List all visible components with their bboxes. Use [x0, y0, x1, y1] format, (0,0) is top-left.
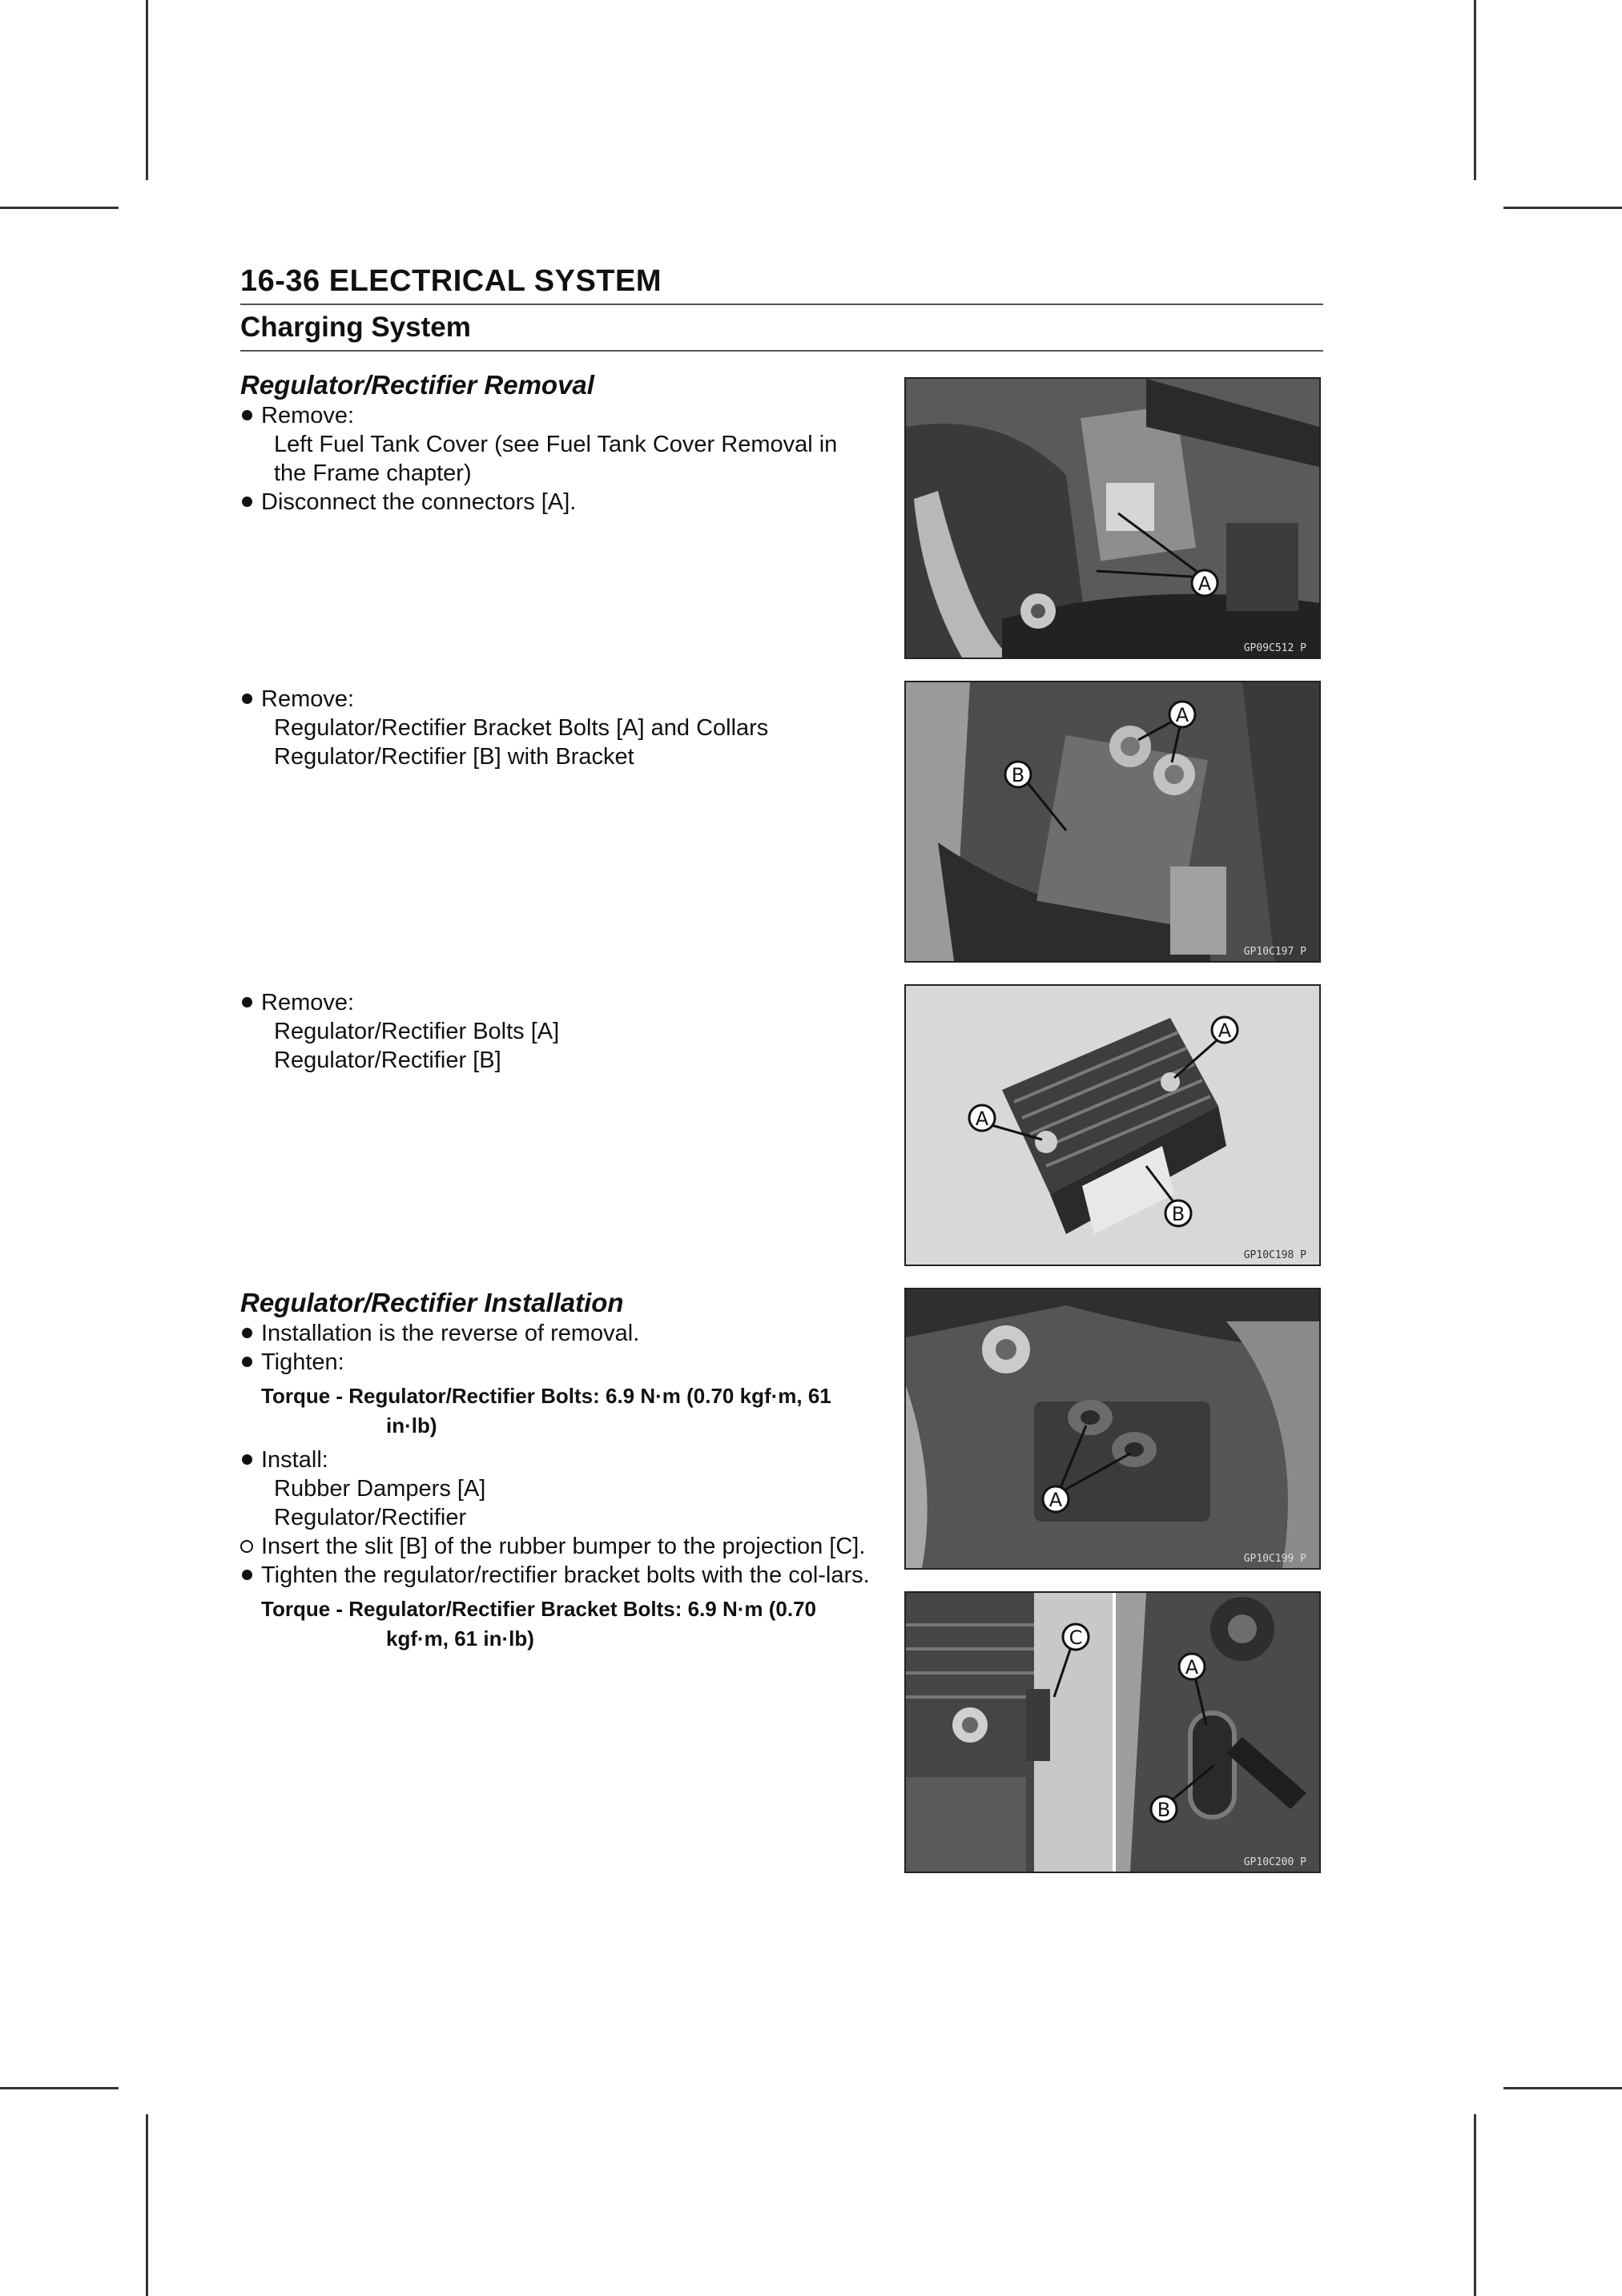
photo-code: GP10C199 P	[1243, 1553, 1306, 1565]
step-remove: Remove:	[240, 988, 877, 1017]
step-item: Regulator/Rectifier [B] with Bracket	[274, 744, 634, 770]
callout-label: B	[1011, 764, 1025, 786]
step-tighten: Tighten:	[240, 1348, 877, 1377]
torque-label: Torque -	[261, 1384, 349, 1408]
removal-block-3	[240, 988, 877, 1075]
step-item: the Frame chapter)	[274, 460, 472, 486]
callout-label: B	[1171, 1203, 1185, 1225]
callout-label: A	[1175, 704, 1189, 726]
torque-value: Regulator/Rectifier Bolts: 6.9 N·m (0.70 kgf·m, 61	[348, 1384, 831, 1408]
step-remove: Remove:	[240, 685, 877, 714]
torque-spec-2	[261, 1594, 877, 1654]
crop-mark	[146, 2114, 148, 2296]
step-item: Regulator/Rectifier Bracket Bolts [A] and Collars	[274, 715, 769, 741]
step-disconnect: Disconnect the connectors [A].	[240, 488, 877, 517]
step-reverse: Installation is the reverse of removal.	[240, 1319, 877, 1348]
step-insert-slit: Insert the slit [B] of the rubber bumper to the projection [C].	[240, 1532, 877, 1561]
installation-block	[240, 1289, 877, 1659]
callout-label: A	[1185, 1656, 1199, 1679]
callout-label: B	[1157, 1799, 1171, 1821]
photo-connectors	[904, 377, 1321, 659]
step-tighten-bracket: Tighten the regulator/rectifier bracket bolts with the col-lars.	[240, 1561, 877, 1590]
page-title: 16-36 ELECTRICAL SYSTEM	[240, 264, 1323, 305]
section-title: Charging System	[240, 305, 1323, 352]
callout-label: A	[1197, 573, 1212, 595]
crop-mark	[1474, 0, 1476, 180]
photo-code: GP10C197 P	[1243, 946, 1306, 958]
callout-label: A	[975, 1108, 989, 1130]
torque-value: Regulator/Rectifier Bracket Bolts: 6.9 N·m (0.70	[348, 1597, 817, 1621]
step-remove: Remove:	[240, 401, 877, 430]
installation-heading: Regulator/Rectifier Installation	[240, 1288, 624, 1317]
crop-mark	[1503, 207, 1622, 209]
page-header	[240, 264, 1323, 352]
photo-code: GP09C512 P	[1243, 642, 1306, 654]
photo-code: GP10C198 P	[1243, 1249, 1306, 1261]
torque-label: Torque -	[261, 1597, 349, 1621]
crop-mark	[1503, 2087, 1622, 2089]
crop-mark	[0, 2087, 119, 2089]
removal-block-1	[240, 371, 877, 517]
removal-block-2	[240, 685, 877, 771]
photo-slit-projection	[904, 1591, 1321, 1873]
callout-label: C	[1069, 1627, 1083, 1649]
photo-rubber-dampers	[904, 1288, 1321, 1570]
step-item: Regulator/Rectifier [B]	[274, 1047, 501, 1073]
removal-heading: Regulator/Rectifier Removal	[240, 370, 594, 400]
photo-regulator	[904, 984, 1321, 1266]
step-item: Rubber Dampers [A]	[274, 1476, 486, 1502]
step-install: Install:	[240, 1446, 877, 1474]
torque-spec-1	[261, 1381, 877, 1441]
callout-label: A	[1048, 1489, 1063, 1511]
crop-mark	[1474, 2114, 1476, 2296]
callout-label: A	[1218, 1019, 1232, 1042]
torque-value-cont: in·lb)	[386, 1413, 437, 1438]
torque-value-cont: kgf·m, 61 in·lb)	[386, 1627, 534, 1651]
crop-mark	[0, 207, 119, 209]
photo-bracket-bolts	[904, 681, 1321, 963]
step-item: Left Fuel Tank Cover (see Fuel Tank Cover Removal in	[274, 432, 838, 457]
step-item: Regulator/Rectifier Bolts [A]	[274, 1019, 560, 1044]
photo-code: GP10C200 P	[1243, 1856, 1306, 1868]
crop-mark	[146, 0, 148, 180]
step-item: Regulator/Rectifier	[274, 1505, 467, 1530]
